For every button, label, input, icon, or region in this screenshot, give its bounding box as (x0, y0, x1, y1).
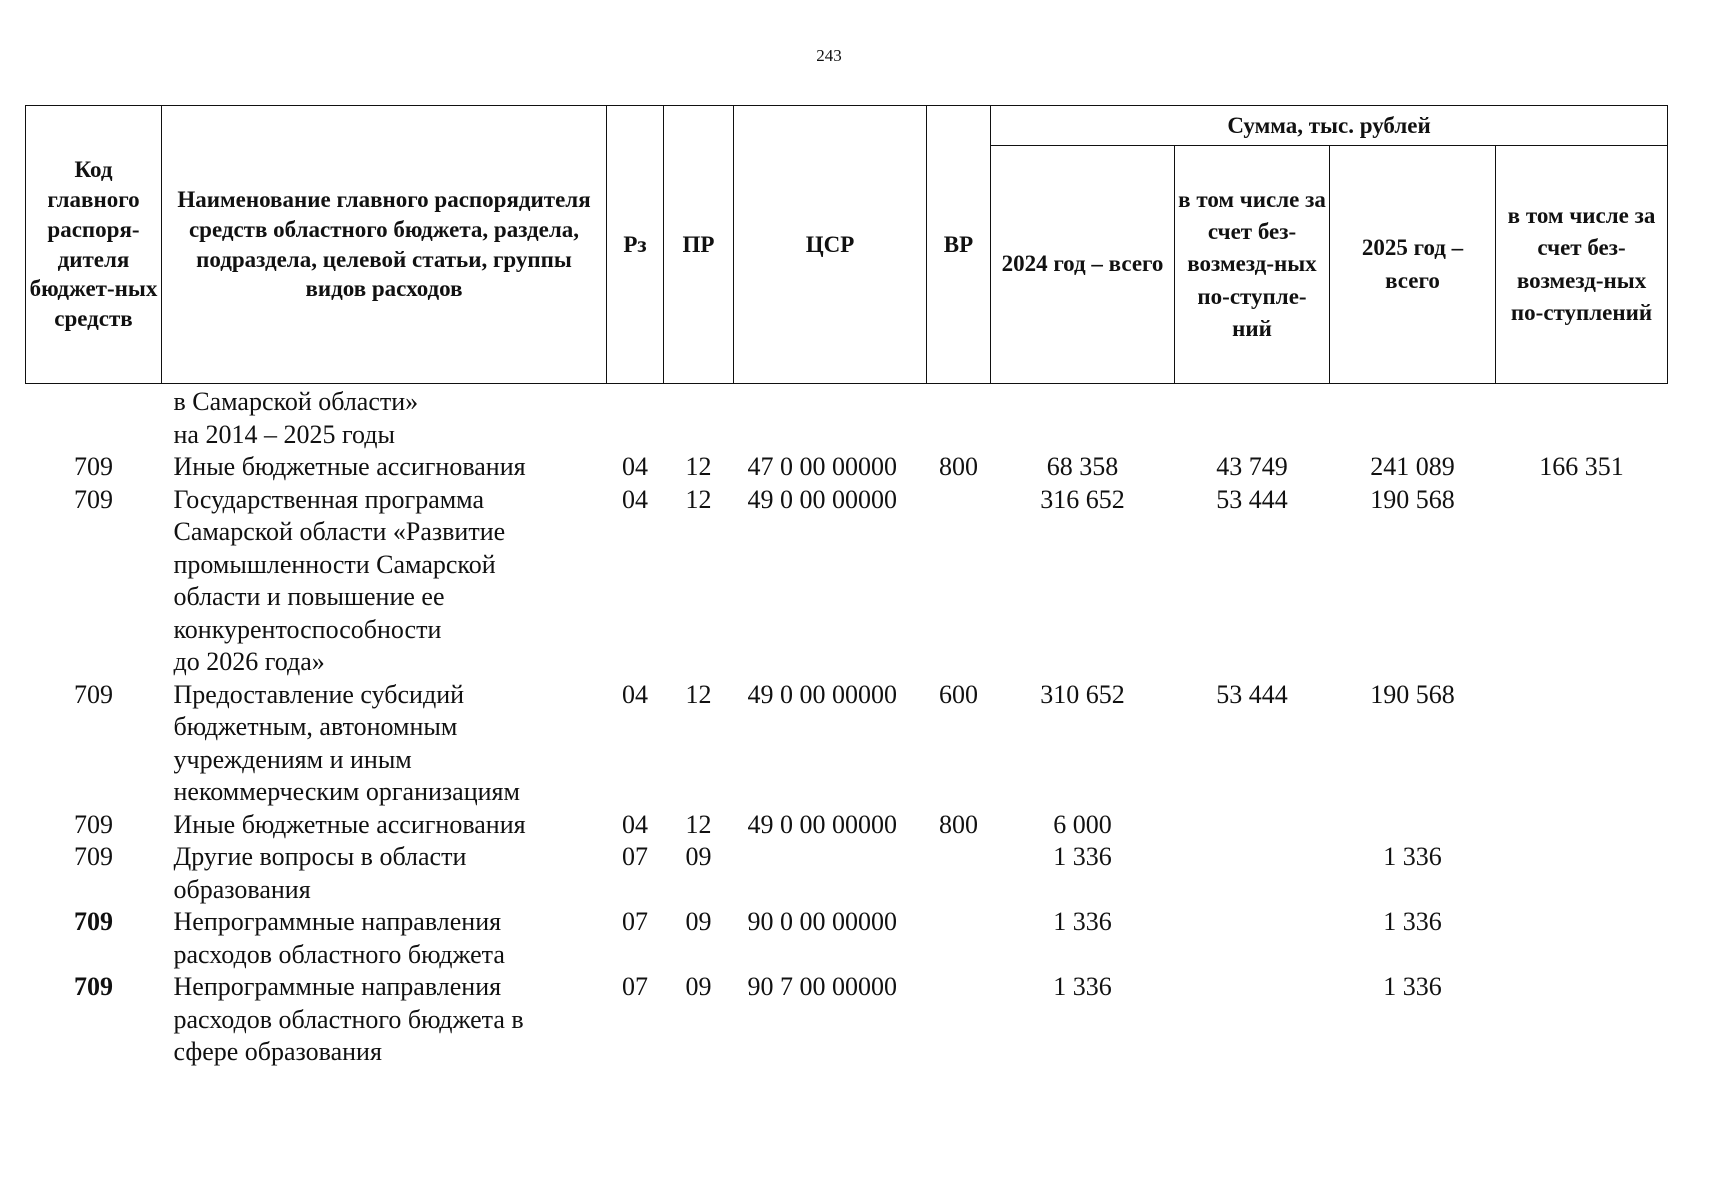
rz-cell: 04 (622, 679, 648, 709)
pr-cell: 09 (685, 907, 712, 936)
name-line: Непрограммные направления (173, 972, 502, 1001)
csr-cell (734, 841, 927, 906)
amount-2025-cell (1330, 384, 1496, 452)
amount-2025-cell: 1 336 (1383, 842, 1442, 871)
pr-cell: 09 (685, 842, 712, 871)
name-line: до 2026 года» (173, 647, 325, 676)
name-line: области и повышение ее (173, 582, 445, 611)
csr-cell: 90 7 00 00000 (747, 972, 897, 1001)
header-2024-total: 2024 год – всего (991, 146, 1175, 384)
header-name: Наименование главного распорядителя средств областного бюджета, раздела, подраздела, целевой статьи, группы видов расходов (162, 106, 607, 384)
header-code: Код главного распоря-дителя бюджет-ных средств (26, 106, 162, 384)
pr-cell: 12 (685, 452, 712, 481)
name-cell (162, 451, 607, 484)
amount-2024-free-cell: 43 749 (1216, 452, 1288, 481)
pr-cell: 12 (685, 484, 712, 514)
code-cell: 709 (74, 809, 113, 839)
amount-2025-cell: 190 568 (1370, 484, 1455, 514)
amount-2025-cell: 1 336 (1383, 907, 1442, 936)
amount-2024-free-cell (1175, 809, 1330, 842)
pr-cell: 09 (685, 972, 712, 1001)
table-row (26, 809, 1668, 842)
csr-cell: 90 0 00 00000 (747, 907, 897, 936)
amount-2024-cell: 1 336 (1053, 972, 1112, 1001)
name-line: Иные бюджетные ассигнования (173, 452, 526, 481)
amount-2024-free-cell (1175, 841, 1330, 906)
csr-cell: 47 0 00 00000 (747, 452, 897, 481)
amount-2024-cell: 1 336 (1053, 842, 1112, 871)
table-header (26, 106, 1668, 384)
amount-2025-cell: 190 568 (1370, 679, 1455, 709)
name-line: на 2014 – 2025 годы (173, 419, 395, 449)
header-2025-total: 2025 год – всего (1330, 146, 1496, 384)
amount-2025-cell: 1 336 (1383, 972, 1442, 1001)
name-line: расходов областного бюджета (173, 939, 505, 969)
name-line: некоммерческим организациям (173, 777, 520, 806)
pr-cell: 12 (685, 809, 712, 839)
amount-2024-cell: 1 336 (1053, 907, 1112, 936)
amount-2024-free-cell: 53 444 (1216, 679, 1288, 709)
code-cell: 709 (74, 972, 113, 1001)
code-cell: 709 (74, 842, 113, 871)
rz-cell: 04 (622, 484, 648, 514)
table-body (26, 384, 1668, 1069)
amount-2025-free-cell (1496, 906, 1668, 971)
table-row (26, 971, 1668, 1069)
csr-cell: 49 0 00 00000 (747, 679, 897, 709)
amount-2025-free-cell (1496, 384, 1668, 452)
table-row (26, 451, 1668, 484)
name-line: Иные бюджетные ассигнования (173, 809, 526, 839)
header-csr: ЦСР (734, 106, 927, 384)
amount-2025-free-cell (1496, 484, 1668, 679)
vr-cell (927, 906, 991, 971)
header-vr: ВР (927, 106, 991, 384)
vr-cell (927, 841, 991, 906)
name-line: Предоставление субсидий (173, 679, 465, 709)
name-line: в Самарской области» (173, 387, 419, 416)
name-line: расходов областного бюджета в (173, 1004, 524, 1034)
name-line: Другие вопросы в области (173, 842, 467, 871)
vr-cell (927, 484, 991, 679)
code-cell: 709 (74, 452, 113, 481)
code-cell: 709 (74, 907, 113, 936)
amount-2024-free-cell (1175, 906, 1330, 971)
vr-cell: 800 (939, 452, 978, 481)
rz-cell: 07 (622, 972, 648, 1001)
budget-table (25, 105, 1668, 1069)
rz-cell: 04 (622, 809, 648, 839)
vr-cell: 600 (939, 679, 978, 709)
csr-cell (734, 384, 927, 452)
rz-cell: 04 (622, 452, 648, 481)
vr-cell: 800 (939, 809, 978, 839)
amount-2025-free-cell (1496, 679, 1668, 809)
name-cell (162, 384, 607, 452)
name-line: конкурентоспособности (173, 614, 442, 644)
header-pr: ПР (664, 106, 734, 384)
name-line: промышленности Самарской (173, 549, 496, 579)
amount-2024-free-cell (1175, 384, 1330, 452)
name-cell (162, 809, 607, 842)
header-2024-free: в том числе за счет без-возмезд-ных по-ступле-ний (1175, 146, 1330, 384)
code-cell: 709 (74, 484, 113, 514)
vr-cell (927, 971, 991, 1069)
csr-cell: 49 0 00 00000 (747, 484, 897, 514)
table-row (26, 484, 1668, 679)
header-2025-free: в том числе за счет без-возмезд-ных по-ступлений (1496, 146, 1668, 384)
amount-2025-cell (1330, 809, 1496, 842)
amount-2025-free-cell: 166 351 (1539, 452, 1624, 481)
amount-2025-cell: 241 089 (1370, 452, 1455, 481)
code-cell (26, 384, 162, 452)
name-line: Самарской области «Развитие (173, 517, 506, 546)
table-row (26, 841, 1668, 906)
amount-2025-free-cell (1496, 971, 1668, 1069)
name-line: бюджетным, автономным (173, 712, 458, 741)
amount-2024-cell: 6 000 (1053, 809, 1112, 839)
name-line: учреждениям и иным (173, 744, 412, 774)
amount-2024-free-cell (1175, 971, 1330, 1069)
name-cell (162, 679, 607, 809)
rz-cell: 07 (622, 907, 648, 936)
code-cell: 709 (74, 679, 113, 709)
table-row (26, 384, 1668, 452)
table-row (26, 679, 1668, 809)
vr-cell (927, 384, 991, 452)
amount-2025-free-cell (1496, 841, 1668, 906)
name-line: Государственная программа (173, 484, 485, 514)
name-cell (162, 906, 607, 971)
name-cell (162, 841, 607, 906)
name-line: сфере образования (173, 1037, 382, 1066)
table-row (26, 906, 1668, 971)
amount-2024-cell: 316 652 (1040, 484, 1125, 514)
name-line: Непрограммные направления (173, 907, 502, 936)
header-rz: Рз (607, 106, 664, 384)
amount-2024-cell: 310 652 (1040, 679, 1125, 709)
amount-2024-cell: 68 358 (1046, 452, 1119, 481)
header-sum-group: Сумма, тыс. рублей (991, 106, 1668, 146)
rz-cell (607, 384, 664, 452)
amount-2024-cell (991, 384, 1175, 452)
name-cell (162, 971, 607, 1069)
csr-cell: 49 0 00 00000 (747, 809, 897, 839)
name-cell (162, 484, 607, 679)
rz-cell: 07 (622, 842, 648, 871)
amount-2025-free-cell (1496, 809, 1668, 842)
name-line: образования (173, 874, 311, 904)
amount-2024-free-cell: 53 444 (1216, 484, 1288, 514)
pr-cell (664, 384, 734, 452)
page-number: 243 (816, 46, 842, 65)
pr-cell: 12 (685, 679, 712, 709)
